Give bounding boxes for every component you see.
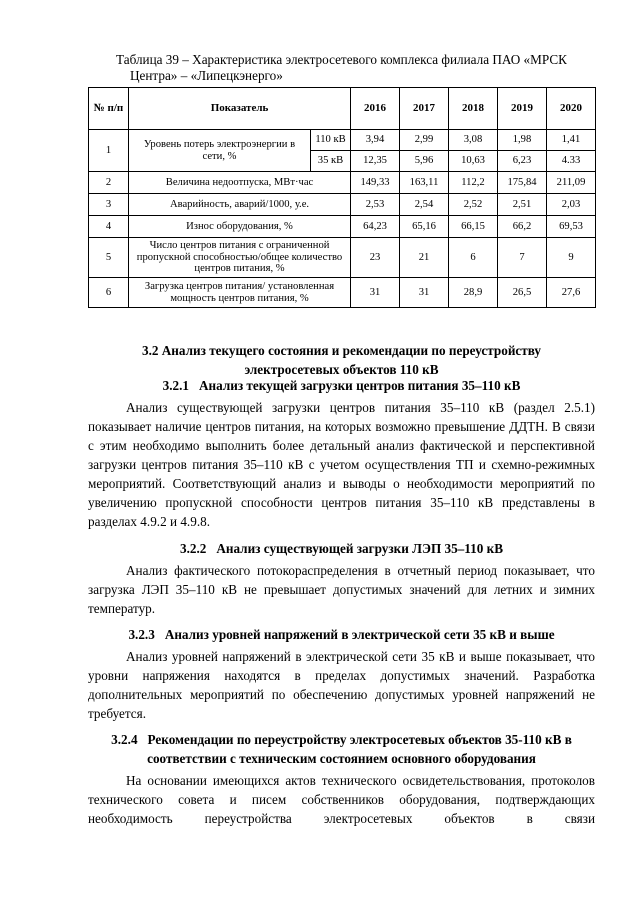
subsection-title-line-1: Рекомендации по переустройству электросетевых объектов 35-110 кВ в <box>147 732 572 747</box>
table-cell: 66,15 <box>449 216 498 238</box>
table-cell: 6 <box>449 238 498 278</box>
caption-line-2: Центра» – «Липецкэнерго» <box>130 68 283 83</box>
row-label: Величина недоотпуска, МВт·час <box>129 172 351 194</box>
subsection-title: Анализ существующей загрузки ЛЭП 35–110 кВ <box>216 541 504 556</box>
paragraph: Анализ уровней напряжений в электрической сети 35 кВ и выше показывает, что уровни напряжения находятся в пределах допустимых значений. Разработка дополнительных мероприятий по обеспечению допустимых уровней напряжений не требуется. <box>88 649 595 721</box>
table-cell: 7 <box>498 238 547 278</box>
table-cell: 26,5 <box>498 278 547 308</box>
table-cell: 27,6 <box>547 278 596 308</box>
table-cell: 1,98 <box>498 130 547 151</box>
header-indicator: Показатель <box>129 88 351 130</box>
row-num: 3 <box>89 194 129 216</box>
table-cell: 28,9 <box>449 278 498 308</box>
table-cell: 175,84 <box>498 172 547 194</box>
paragraph: Анализ существующей загрузки центров питания 35–110 кВ (раздел 2.5.1) показывает наличие центров питания, на которых возможно превышение ДДТН. В связи с этим необходимо выполнить более детальный анализ фактической и перспективной загрузки центров питания 35–110 кВ с учетом осуществления ТП и схемно-режимных мероприятий. Соответствующий анализ и выводы о необходимости мероприятий по увеличению пропускной способности центров питания 35–110 кВ представлены в разделах 4.9.2 и 4.9.8. <box>88 400 595 529</box>
header-2020: 2020 <box>547 88 596 130</box>
subsection-heading <box>88 730 595 749</box>
table-cell: 3,94 <box>351 130 400 151</box>
table-header-row <box>89 88 596 130</box>
table-caption <box>116 52 567 84</box>
subsection-title-line-2: соответствии с техническим состоянием основного оборудования <box>147 751 536 766</box>
header-2016: 2016 <box>351 88 400 130</box>
table-cell: 10,63 <box>449 151 498 172</box>
row-num: 2 <box>89 172 129 194</box>
table-cell: 149,33 <box>351 172 400 194</box>
table-cell: 5,96 <box>400 151 449 172</box>
table-cell: 66,2 <box>498 216 547 238</box>
subsection-title: Анализ уровней напряжений в электрической сети 35 кВ и выше <box>164 627 555 642</box>
table-cell: 65,16 <box>400 216 449 238</box>
subsection-number: 3.2.1 <box>162 378 189 393</box>
table-cell: 2,51 <box>498 194 547 216</box>
row-num: 4 <box>89 216 129 238</box>
section-3-2-4 <box>88 730 595 828</box>
header-2018: 2018 <box>449 88 498 130</box>
characteristics-table <box>88 87 596 308</box>
header-2019: 2019 <box>498 88 547 130</box>
table-cell: 211,09 <box>547 172 596 194</box>
table-cell: 31 <box>400 278 449 308</box>
table-cell: 12,35 <box>351 151 400 172</box>
table-cell: 163,11 <box>400 172 449 194</box>
table-cell: 64,23 <box>351 216 400 238</box>
table-cell: 69,53 <box>547 216 596 238</box>
section-3-2-3 <box>88 625 595 723</box>
table-cell: 23 <box>351 238 400 278</box>
header-num: № п/п <box>89 88 129 130</box>
section-title-line-2: электросетевых объектов 110 кВ <box>244 362 439 377</box>
section-3-2-heading <box>88 341 595 379</box>
section-title-line-1: 3.2 Анализ текущего состояния и рекомендации по переустройству <box>141 343 542 358</box>
table-cell: 2,03 <box>547 194 596 216</box>
subsection-heading <box>88 376 595 395</box>
table-row <box>89 130 596 151</box>
subsection-number: 3.2.4 <box>111 732 138 747</box>
row-label: Число центров питания с ограниченной пропускной способностью/общее количество центров питания, % <box>129 238 351 278</box>
row-label: Износ оборудования, % <box>129 216 351 238</box>
table-cell: 2,53 <box>351 194 400 216</box>
row-label: Загрузка центров питания/ установленная мощность центров питания, % <box>129 278 351 308</box>
row-num: 6 <box>89 278 129 308</box>
paragraph: Анализ фактического потокораспределения в отчетный период показывает, что загрузка ЛЭП 35–110 кВ не превышает допустимых значений для летних и зимних температур. <box>88 563 595 616</box>
row-num: 5 <box>89 238 129 278</box>
table-row <box>89 278 596 308</box>
table-cell: 2,52 <box>449 194 498 216</box>
table-row <box>89 172 596 194</box>
table-cell: 4.33 <box>547 151 596 172</box>
table-row <box>89 194 596 216</box>
subsection-number: 3.2.3 <box>128 627 155 642</box>
header-2017: 2017 <box>400 88 449 130</box>
table-cell: 2,54 <box>400 194 449 216</box>
subsection-heading <box>88 539 595 558</box>
row-sublabel: 110 кВ <box>311 130 351 151</box>
caption-line-1: Таблица 39 – Характеристика электросетевого комплекса филиала ПАО «МРСК <box>116 52 567 67</box>
row-num: 1 <box>89 130 129 172</box>
subsection-number: 3.2.2 <box>179 541 207 556</box>
table-cell: 1,41 <box>547 130 596 151</box>
table-cell: 31 <box>351 278 400 308</box>
section-3-2-2 <box>88 539 595 618</box>
table-cell: 21 <box>400 238 449 278</box>
subsection-title: Анализ текущей загрузки центров питания 35–110 кВ <box>199 378 521 393</box>
section-3-2-1 <box>88 376 595 531</box>
subsection-heading <box>88 625 595 644</box>
table-cell: 112,2 <box>449 172 498 194</box>
table-cell: 6,23 <box>498 151 547 172</box>
table-row <box>89 216 596 238</box>
row-label: Уровень потерь электроэнергии в сети, % <box>129 130 311 172</box>
row-sublabel: 35 кВ <box>311 151 351 172</box>
row-label: Аварийность, аварий/1000, у.е. <box>129 194 351 216</box>
table-row <box>89 238 596 278</box>
table-cell: 3,08 <box>449 130 498 151</box>
table-cell: 9 <box>547 238 596 278</box>
paragraph: На основании имеющихся актов технического освидетельствования, протоколов технического совета и писем собственников оборудования, подтверждающих необходимость переустройства электросетевых объектов в связи <box>88 773 595 826</box>
table-cell: 2,99 <box>400 130 449 151</box>
